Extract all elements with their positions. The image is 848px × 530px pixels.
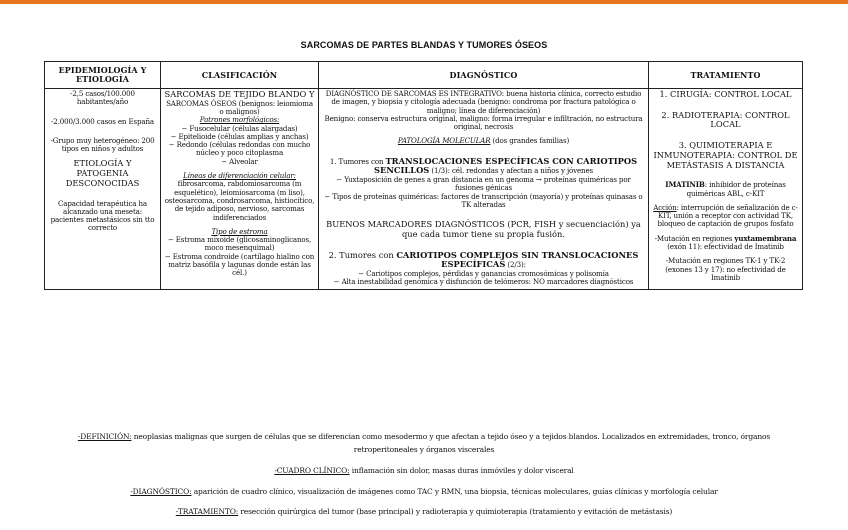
diag-family-1-prefix: 1. Tumores con <box>329 156 386 166</box>
epi-heterogeneous: -Grupo muy heterogéneo: 200 tipos en niños y adultos <box>50 135 155 154</box>
definition-paragraph <box>0 430 848 456</box>
header-clasificacion: CLASIFICACIÓN <box>161 62 319 89</box>
diag-family-1 <box>322 157 645 176</box>
clas-lines-text: fibrosarcoma, rabdomiosarcoma (m esquelético), leiomiosarcoma (m liso), osteosarcoma, condrosarcoma, histiocítico, de tejido adiposo, nervioso, sarcomas indiferenciados <box>164 179 315 222</box>
epidemiology-cell <box>45 89 161 290</box>
clas-stroma-item: − Estroma mixoide (glicosaminoglicanos, moco mesenquimal) <box>167 235 312 253</box>
trat-imatinib <box>652 181 799 198</box>
trat-mutation-1-text: (exón 11): efectividad de Imatinib <box>667 242 784 251</box>
trat-mutation-1 <box>652 235 799 252</box>
diag-family-2-text: (2/3): <box>505 260 526 270</box>
diag-integrative-label: DIAGNÓSTICO DE SARCOMAS ES INTEGRATIVO: <box>325 89 505 98</box>
clinical-text: inflamación sin dolor, masas duras inmóviles y dolor visceral <box>349 466 574 475</box>
treatment-label: -TRATAMIENTO: <box>175 507 239 516</box>
clas-lines-heading: Líneas de diferenciación celular: <box>183 171 296 181</box>
epi-etiology: ETIOLOGÍA Y PATOGENIA DESCONOCIDAS <box>65 158 140 188</box>
diag-integrative-text: buena historia clínica, correcto estudio de imagen, y biopsia y citología adecuada (benigno: condroma por fractura patológica o maligno; línea de diferenciación) <box>331 89 642 115</box>
diag-family-1-bullet: − Yuxtaposición de genes a gran distancia en un genoma → proteínas quiméricas por fusiones génicas <box>336 175 631 193</box>
trat-surgery: 1. CIRUGÍA: CONTROL LOCAL <box>659 89 792 99</box>
classification-cell <box>161 89 319 290</box>
clas-bone: SARCOMAS ÓSEOS (benignos: leiomioma o malignos) <box>166 98 313 116</box>
clas-stroma-item: − Estroma condroide (cartílago hialino con matriz basófila y lagunas donde están las cél.) <box>164 251 315 278</box>
diag-benign-malign: Benigno: conserva estructura original, maligno: forma irregular e infiltración, no estructura original, necrosis <box>324 113 643 132</box>
clas-morph-heading: Patrones morfológicos: <box>199 115 280 125</box>
top-accent-bar <box>0 0 848 4</box>
treatment-text: resección quirúrgica del tumor (base principal) y radioterapia y quimioterapia (tratamiento y evitación de metástasis) <box>238 507 673 516</box>
diag-family-1-title: TRANSLOCACIONES ESPECÍFICAS CON CARIOTIPOS SENCILLOS <box>374 155 638 176</box>
diag-family-2-bullet: − Cariotipos complejos, pérdidas y ganancias cromosómicas y polisomía <box>358 269 609 279</box>
header-epidemiologia: EPIDEMIOLOGÍA Y ETIOLOGÍA <box>45 62 161 89</box>
trat-chemo: 3. QUIMIOTERAPIA E INMUNOTERAPIA: CONTROL DE METÁSTASIS A DISTANCIA <box>653 140 798 170</box>
treatment-paragraph <box>0 505 848 518</box>
diag-family-1-bullet: − Tipos de proteínas quiméricas: factores de transcripción (mayoría) y proteínas quinasas o TK alteradas <box>324 191 643 210</box>
clas-morph-item: − Epitelioide (células amplias y anchas) <box>170 131 309 141</box>
diag-integrative <box>322 90 645 115</box>
definition-label: -DEFINICIÓN: <box>77 432 132 441</box>
trat-mutation-2: -Mutación en regiones TK-1 y TK-2 (exones 13 y 17): no efectividad de Imatinib <box>665 256 786 282</box>
trat-imatinib-text: : inhibidor de proteínas quiméricas ABL, c-KIT <box>686 180 786 198</box>
diag-family-2-bullet: − Alta inestabilidad genómica y disfunción de telómeros: NO marcadores diagnósticos <box>333 277 634 287</box>
epi-spain: -2.000/3.000 casos en España <box>51 116 154 126</box>
diag-markers: BUENOS MARCADORES DIAGNÓSTICOS (PCR, FISH y secuenciación) ya que cada tumor tiene su propia fusión. <box>326 219 641 240</box>
diag-molecular-text: (dos grandes familias) <box>490 136 570 146</box>
diag-family-1-text: (1/3): cél. redondas y afectan a niños y jóvenes <box>429 166 593 176</box>
header-diagnostico: DIAGNÓSTICO <box>319 62 649 89</box>
diagnosis-text: aparición de cuadro clínico, visualización de imágenes como TAC y RMN, una biopsia, técnicas moleculares, guías clínicas y morfología celular <box>191 487 718 496</box>
trat-action <box>652 204 799 229</box>
clinical-label: -CUADRO CLÍNICO: <box>274 466 350 475</box>
clinical-paragraph <box>0 464 848 477</box>
clas-stroma-heading: Tipo de estroma <box>211 226 268 236</box>
diag-family-2 <box>322 251 645 270</box>
trat-action-label: Acción <box>653 202 677 212</box>
treatment-cell <box>649 89 803 290</box>
diagnosis-label: -DIAGNÓSTICO: <box>130 487 192 496</box>
header-tratamiento: TRATAMIENTO <box>649 62 803 89</box>
clas-soft-tissue: SARCOMAS DE TEJIDO BLANDO Y <box>164 89 315 99</box>
summary-table <box>44 61 803 290</box>
diag-molecular-label: PATOLOGÍA MOLECULAR <box>397 136 491 146</box>
table-header-row <box>45 62 803 89</box>
diagnosis-paragraph <box>0 485 848 498</box>
diag-family-2-prefix: 2. Tumores con <box>328 249 397 260</box>
table-row <box>45 89 803 290</box>
trat-imatinib-label: IMATINIB <box>665 180 705 190</box>
document-title: SARCOMAS DE PARTES BLANDAS Y TUMORES ÓSEOS <box>300 40 548 50</box>
trat-mutation-1-region: yuxtamembrana <box>734 233 797 243</box>
diagnosis-cell <box>319 89 649 290</box>
definition-text: neoplasias malignas que surgen de células que se diferencian como mesodermo y que afectan a tejido óseo y a tejidos blandos. Localizados en extremidades, tronco, órganos retroperitoneales y órganos viscerales <box>131 432 771 454</box>
diag-molecular <box>322 137 645 145</box>
epi-incidence: -2,5 casos/100.000 habitantes/año <box>70 89 135 107</box>
epi-therapy: Capacidad terapéutica ha alcanzado una meseta: pacientes metastásicos sin tto correcto <box>50 198 155 233</box>
clas-morph-item: − Alveolar <box>221 156 258 166</box>
clas-morph-item: − Redondo (células redondas con mucho núcleo y poco citoplasma <box>168 140 311 158</box>
trat-radiotherapy: 2. RADIOTERAPIA: CONTROL LOCAL <box>661 109 790 130</box>
diag-family-2-title: CARIOTIPOS COMPLEJOS SIN TRANSLOCACIONES ESPECÍFICAS <box>396 249 639 270</box>
trat-mutation-1-prefix: -Mutación en regiones <box>654 233 735 243</box>
clas-morph-item: − Fusocelular (células alargadas) <box>181 123 298 133</box>
trat-action-text: : interrupción de señalización de c-KIT, unión a receptor con actividad TK, bloqueo de captación de grupos fosfato <box>657 202 798 229</box>
